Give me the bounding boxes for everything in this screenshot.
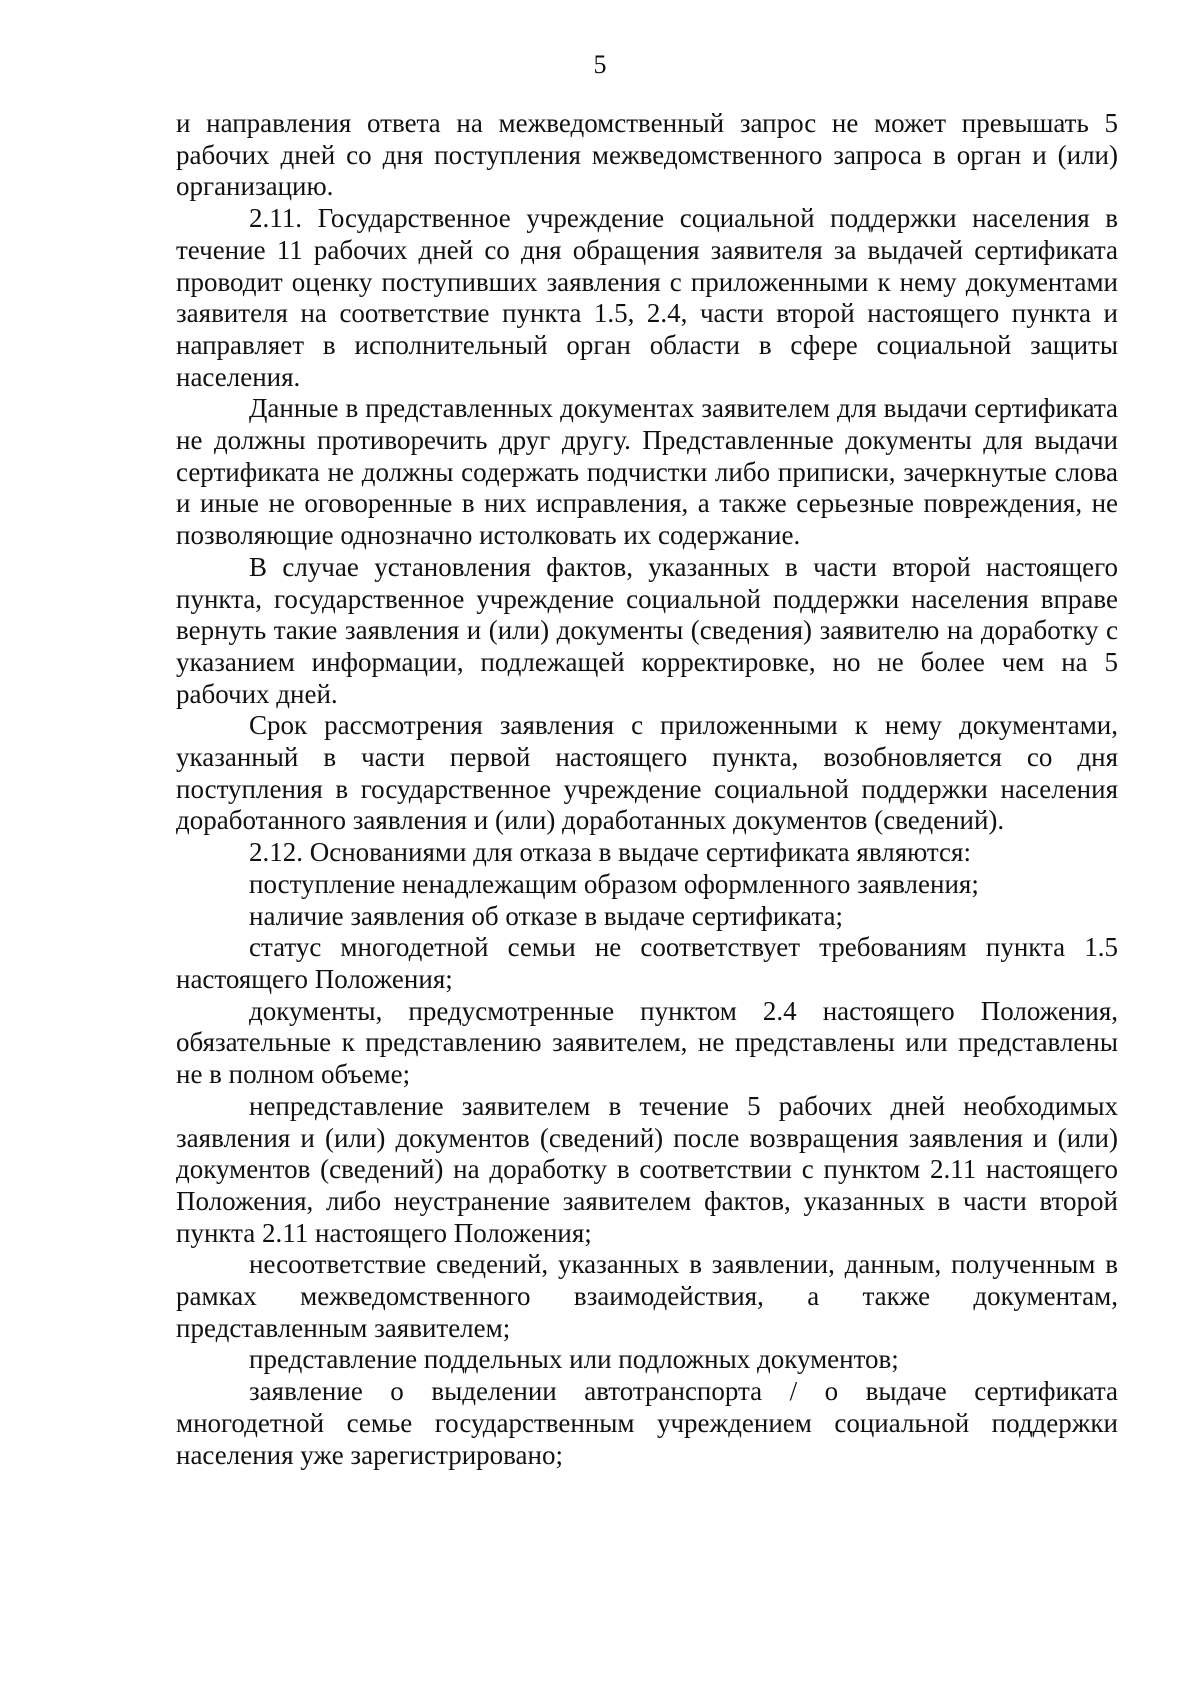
paragraph-review-period: Срок рассмотрения заявления с приложенными к нему документами, указанный в части первой настоящего пункта, возобновляется со дня поступления в государственное учреждение социальной поддержки населения доработанного заявления и (или) доработанных документов (сведений). [176, 710, 1118, 836]
paragraph-2-12: 2.12. Основаниями для отказа в выдаче сертификата являются: [249, 837, 971, 868]
page-number: 5 [593, 50, 607, 79]
document-body [176, 108, 1118, 1471]
paragraph-continuation: и направления ответа на межведомственный запрос не может превышать 5 рабочих дней со дня поступления межведомственного запроса в орган и (или) организацию. [176, 108, 1118, 202]
refusal-ground-item: несоответствие сведений, указанных в заявлении, данным, полученным в рамках межведомственного взаимодействия, а также документам, представленным заявителем; [176, 1249, 1118, 1343]
refusal-ground-item: непредставление заявителем в течение 5 рабочих дней необходимых заявления и (или) документов (сведений) после возвращения заявления и (или) документов (сведений) на доработку в соответствии с пунктом 2.11 настоящего Положения, либо неустранение заявителем фактов, указанных в части второй пункта 2.11 настоящего Положения; [176, 1090, 1118, 1248]
refusal-ground-item: поступление ненадлежащим образом оформленного заявления; [249, 868, 979, 899]
paragraph-return-for-revision: В случае установления фактов, указанных в части второй настоящего пункта, государственное учреждение социальной поддержки населения вправе вернуть такие заявления и (или) документы (сведения) заявителю на доработку с указанием информации, подлежащей корректировке, но не более чем на 5 рабочих дней. [176, 551, 1118, 709]
refusal-ground-item: представление поддельных или подложных документов; [249, 1344, 899, 1375]
refusal-ground-item: заявление о выделении автотранспорта / о выдаче сертификата многодетной семье государственным учреждением социальной поддержки населения уже зарегистрировано; [176, 1376, 1118, 1470]
refusal-ground-item: документы, предусмотренные пунктом 2.4 настоящего Положения, обязательные к представлению заявителем, не представлены или представлены не в полном объеме; [176, 995, 1118, 1090]
paragraph-2-11: 2.11. Государственное учреждение социальной поддержки населения в течение 11 рабочих дней со дня обращения заявителя за выдачей сертификата проводит оценку поступивших заявления с приложенными к нему документами заявителя на соответствие пункта 1.5, 2.4, части второй настоящего пункта и направляет в исполнительный орган области в сфере социальной защиты населения. [176, 203, 1118, 392]
paragraph-data-consistency: Данные в представленных документах заявителем для выдачи сертификата не должны противоречить друг другу. Представленные документы для выдачи сертификата не должны содержать подчистки либо приписки, зачеркнутые слова и иные не оговоренные в них исправления, а также серьезные повреждения, не позволяющие однозначно истолковать их содержание. [176, 393, 1118, 551]
refusal-ground-item: наличие заявления об отказе в выдаче сертификата; [249, 900, 843, 931]
refusal-ground-item: статус многодетной семьи не соответствует требованиям пункта 1.5 настоящего Положения; [176, 932, 1118, 994]
